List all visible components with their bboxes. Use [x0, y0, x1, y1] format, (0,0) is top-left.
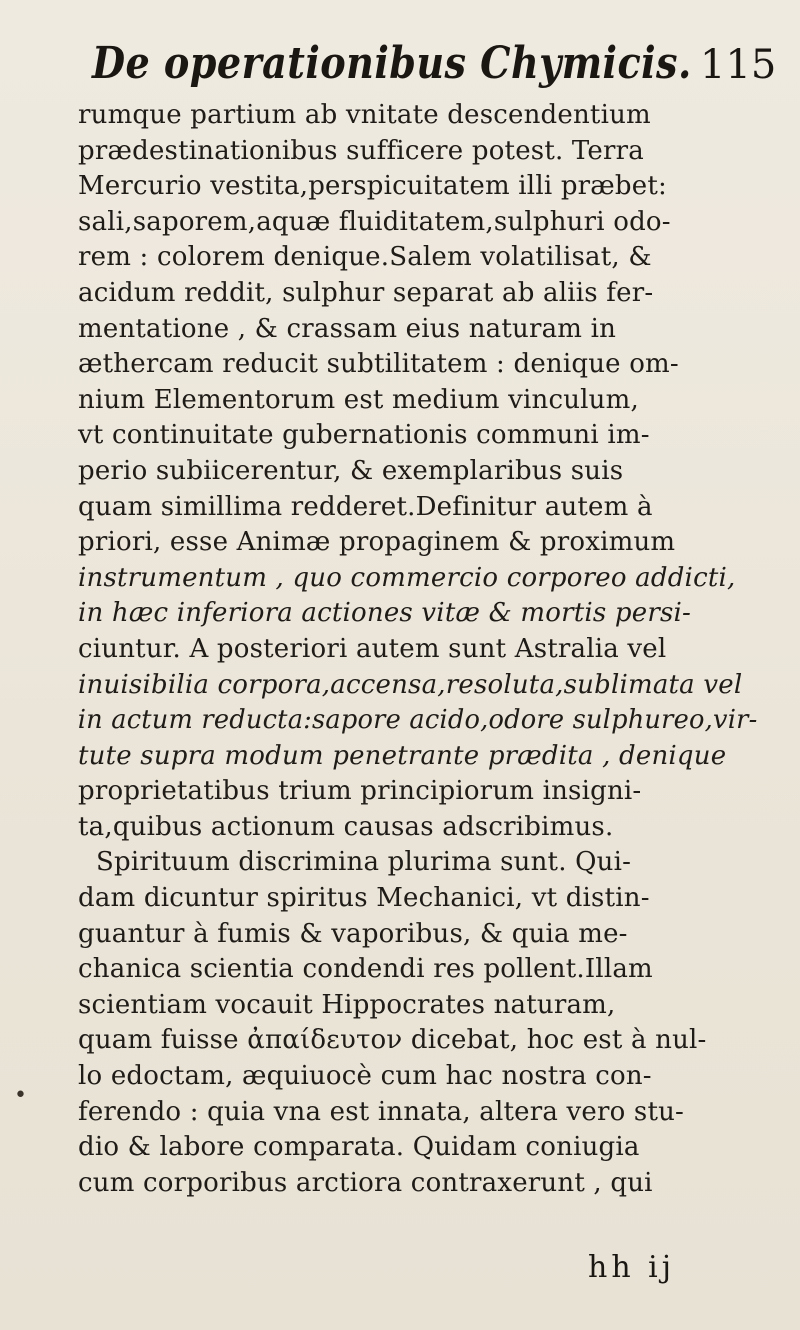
- text-line: vt continuitate gubernationis communi im-: [78, 420, 650, 451]
- text-line: prædestinationibus sufficere potest. Terra: [78, 135, 644, 166]
- text-line: quam fuisse ἀπαίδευτον dicebat, hoc est à nul-: [78, 1025, 707, 1056]
- text-line: sali,saporem,aquæ fluiditatem,sulphuri odo-: [78, 206, 671, 237]
- text-line: chanica scientia condendi res pollent.Illam: [78, 954, 653, 985]
- text-line: priori, esse Animæ propaginem & proximum: [78, 527, 676, 558]
- text-line: cum corporibus arctiora contraxerunt , qui: [78, 1167, 653, 1198]
- text-line: acidum reddit, sulphur separat ab aliis fer-: [78, 277, 654, 308]
- text-line: rem : colorem denique.Salem volatilisat, &: [78, 242, 652, 273]
- text-line: Spirituum discrimina plurima sunt. Qui-: [96, 847, 632, 878]
- text-line: Mercurio vestita,perspicuitatem illi præbet:: [78, 171, 667, 202]
- text-line: ta,quibus actionum causas adscribimus.: [78, 811, 614, 842]
- text-line: instrumentum , quo commercio corporeo addicti,: [78, 562, 736, 593]
- text-line: lo edoctam, æquiuocè cum hac nostra con-: [78, 1061, 652, 1092]
- text-line: inuisibilia corpora,accensa,resoluta,sublimata vel: [78, 669, 743, 700]
- text-line: perio subiicerentur, & exemplaribus suis: [78, 455, 624, 486]
- text-line: quam simillima redderet.Definitur autem à: [78, 491, 653, 522]
- text-line: in hæc inferiora actiones vitæ & mortis persi-: [78, 598, 691, 629]
- text-line: ciuntur. A posteriori autem sunt Astralia vel: [78, 633, 667, 664]
- text-line: scientiam vocauit Hippocrates naturam,: [78, 989, 616, 1020]
- text-line: æthercam reducit subtilitatem : denique om-: [78, 349, 679, 380]
- text-line: nium Elementorum est medium vinculum,: [78, 384, 639, 415]
- text-line: mentatione , & crassam eius naturam in: [78, 313, 617, 344]
- margin-mark: •: [14, 1083, 27, 1108]
- page-header: [0, 38, 800, 98]
- text-line: proprietatibus trium principiorum insigni-: [78, 776, 642, 807]
- text-line: tute supra modum penetrante prædita , denique: [78, 740, 727, 771]
- page-number: 115: [700, 42, 777, 88]
- text-line: rumque partium ab vnitate descendentium: [78, 100, 651, 130]
- text-line: ferendo : quia vna est innata, altera vero stu-: [78, 1096, 685, 1127]
- text-line: in actum reducta:sapore acido,odore sulphureo,vir-: [77, 705, 758, 736]
- signature-mark: hh ij: [588, 1250, 676, 1285]
- text-line: dio & labore comparata. Quidam coniugia: [78, 1132, 640, 1163]
- running-title: De operationibus Chymicis.: [92, 38, 692, 89]
- text-line: dam dicuntur spiritus Mechanici, vt distin-: [78, 883, 650, 914]
- body-text: [58, 98, 758, 1201]
- text-line: guantur à fumis & vaporibus, & quia me-: [78, 918, 628, 949]
